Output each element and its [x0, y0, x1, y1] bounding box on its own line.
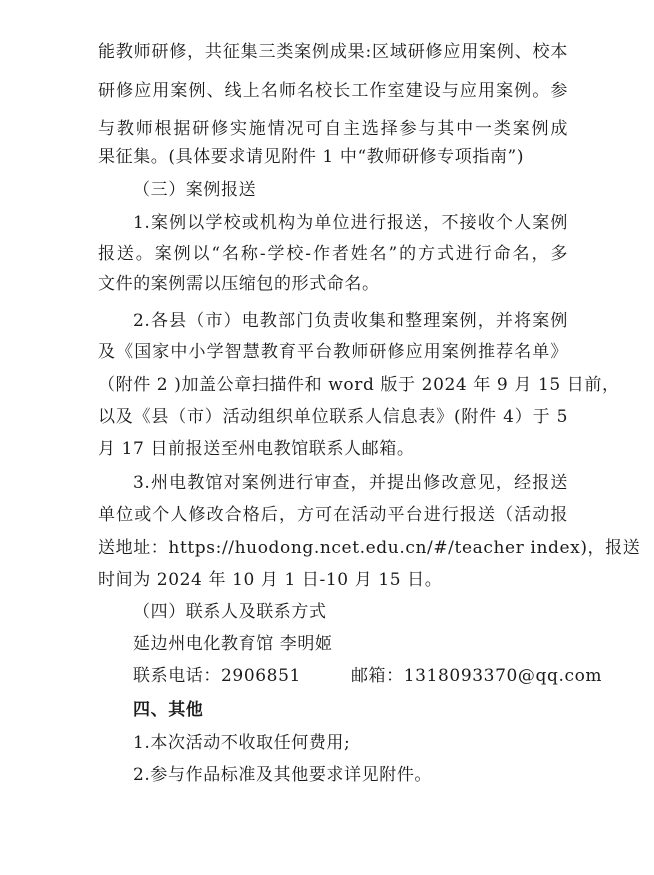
section-heading: （三）案例报送	[133, 180, 257, 200]
contact-info-line	[133, 664, 603, 688]
paragraph-line: 文件的案例需以压缩包的形式命名。	[98, 274, 380, 294]
chapter-heading: 四、其他	[133, 700, 204, 720]
paragraph-line: 研修应用案例、线上名师名校长工作室建设与应用案例。参	[98, 81, 568, 101]
contact-email: 邮箱：1318093370@qq.com	[350, 666, 603, 686]
paragraph-line: 以及《县（市）活动组织单位联系人信息表》(附件 4）于 5	[98, 407, 568, 427]
paragraph-line: 能教师研修，共征集三类案例成果:区域研修应用案例、校本	[98, 42, 568, 62]
paragraph-line: 2.参与作品标准及其他要求详见附件。	[133, 765, 433, 785]
contact-phone: 联系电话：2906851	[133, 666, 301, 686]
paragraph-line: 与教师根据研修实施情况可自主选择参与其中一类案例成	[98, 119, 568, 139]
paragraph-line: 月 17 日前报送至州电教馆联系人邮箱。	[98, 439, 415, 459]
paragraph-line: 3.州电教馆对案例进行审查，并提出修改意见，经报送	[133, 473, 568, 493]
paragraph-line: （附件 2 )加盖公章扫描件和 word 版于 2024 年 9 月 15 日前，	[98, 375, 620, 395]
contact-name: 延边州电化教育馆 李明姬	[133, 634, 333, 654]
paragraph-line: 果征集。(具体要求请见附件 1 中“教师研修专项指南”)	[98, 147, 525, 167]
paragraph-line: 1.案例以学校或机构为单位进行报送，不接收个人案例	[133, 213, 568, 233]
paragraph-line: 报送。案例以“名称-学校-作者姓名”的方式进行命名，多	[98, 244, 568, 264]
paragraph-line: 1.本次活动不收取任何费用;	[133, 733, 351, 753]
paragraph-line: 2.各县（市）电教部门负责收集和整理案例，并将案例	[133, 311, 568, 331]
section-heading: （四）联系人及联系方式	[133, 602, 327, 622]
paragraph-line: 送地址：https://huodong.ncet.edu.cn/#/teacher index)，报送	[98, 538, 641, 558]
paragraph-line: 及《国家中小学智慧教育平台教师研修应用案例推荐名单》	[98, 342, 568, 362]
paragraph-line: 单位或个人修改合格后，方可在活动平台进行报送（活动报	[98, 505, 568, 525]
paragraph-line: 时间为 2024 年 10 月 1 日-10 月 15 日。	[98, 570, 443, 590]
